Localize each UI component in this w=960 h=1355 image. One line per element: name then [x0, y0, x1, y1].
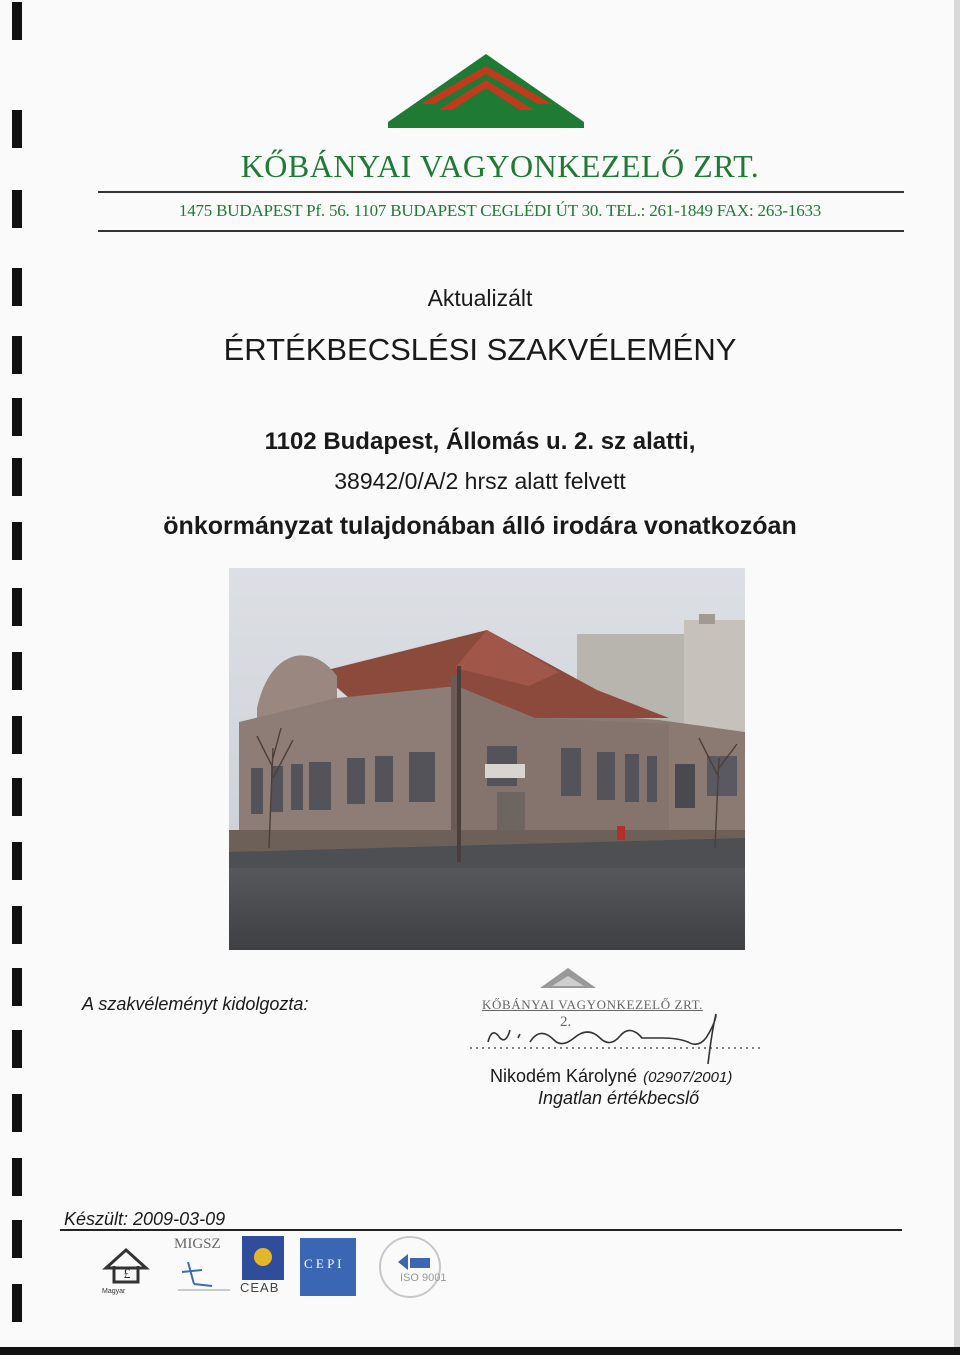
binding-strip	[12, 0, 28, 1355]
property-parcel: 38942/0/A/2 hrsz alatt felvett	[334, 468, 626, 494]
cert-logo-cepi	[300, 1238, 356, 1296]
property-description: önkormányzat tulajdonában álló irodára vonatkozóan	[163, 512, 797, 540]
stamp-number: 2.	[560, 1014, 572, 1030]
expert-name: Nikodém Károlyné	[490, 1066, 638, 1086]
migsz-figure-icon	[172, 1256, 236, 1296]
eu-flag-icon	[242, 1236, 284, 1280]
cert-logo-ceab	[240, 1236, 286, 1298]
svg-text:£: £	[123, 1267, 131, 1282]
page-bottom-edge	[0, 1347, 960, 1355]
document-subtitle: Aktualizált	[427, 285, 533, 311]
cert-ingatlan-text: Magyar	[102, 1288, 126, 1295]
cert-logo-iso	[368, 1234, 452, 1300]
company-logo-icon	[388, 52, 584, 130]
expert-id: (02907/2001)	[643, 1069, 733, 1086]
header-rule-bottom	[98, 230, 904, 232]
cert-logo-ingatlanszovetseg	[96, 1238, 158, 1298]
building-photo	[229, 568, 745, 950]
header-rule-top	[98, 191, 904, 193]
page-edge	[954, 0, 960, 1355]
expert-name-line	[490, 1066, 732, 1087]
cert-iso-text: ISO 9001	[400, 1272, 447, 1284]
footer-rule	[60, 1229, 902, 1231]
iso-seal-icon	[368, 1234, 452, 1300]
prepared-by-label: A szakvéleményt kidolgozta:	[82, 994, 309, 1014]
expert-title: Ingatlan értékbecslő	[538, 1088, 700, 1108]
company-name: KŐBÁNYAI VAGYONKEZELŐ ZRT.	[240, 148, 760, 184]
cert-cepi-text: C E P I	[304, 1256, 342, 1271]
cert-ceab-text: CEAB	[240, 1280, 280, 1295]
document-title: ÉRTÉKBECSLÉSI SZAKVÉLEMÉNY	[223, 332, 737, 367]
company-address: 1475 BUDAPEST Pf. 56. 1107 BUDAPEST CEGLÉDI ÚT 30. TEL.: 261-1849 FAX: 263-1633	[178, 201, 822, 220]
cert-migsz-text: MIGSZ	[174, 1236, 221, 1252]
stamp-company-text: KŐBÁNYAI VAGYONKEZELŐ ZRT.	[482, 997, 704, 1012]
signature	[470, 1008, 770, 1068]
cert-logo-migsz	[172, 1236, 236, 1298]
property-address: 1102 Budapest, Állomás u. 2. sz alatti,	[264, 428, 696, 455]
prepared-date: Készült: 2009-03-09	[64, 1209, 226, 1229]
